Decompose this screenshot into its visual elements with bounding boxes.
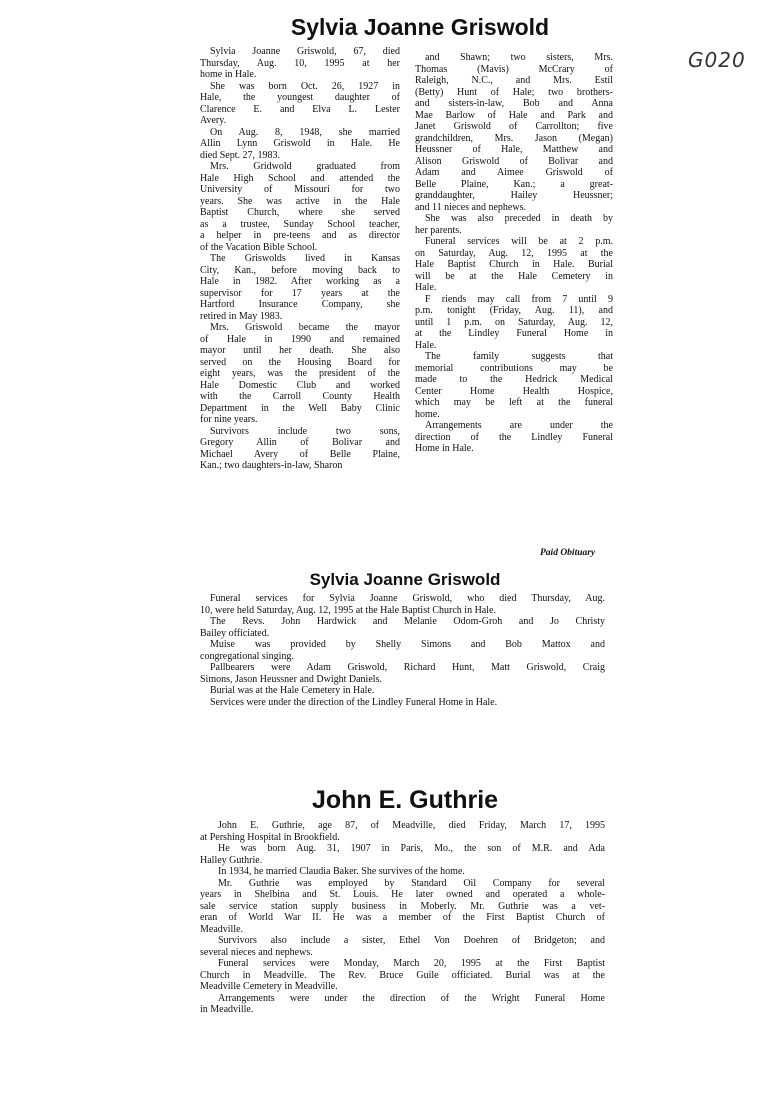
text-line: (Betty) Hunt of Hale; two brothers- <box>415 86 613 98</box>
text-line: Survivors include two sons, <box>210 425 400 437</box>
service-notice-title: Sylvia Joanne Griswold <box>309 570 501 589</box>
text-line: served on the Housing Board for <box>200 356 400 368</box>
text-line: at the Lindley Funeral Home in <box>415 328 613 339</box>
text-line: Funeral services will be at 2 p.m. <box>425 236 613 247</box>
text-line: Mrs. Griswold became the mayor <box>210 322 400 333</box>
text-line: her parents. <box>415 224 462 236</box>
text-line: for nine years. <box>200 414 258 425</box>
text-line: On Aug. 8, 1948, she married <box>210 126 400 138</box>
text-line: mayor until her death. She also <box>200 345 400 356</box>
text-line: Funeral services for Sylvia Joanne Griswold, who died Thursday, Aug. <box>210 593 605 604</box>
text-line: eran of World War II. He was a member of the First Baptist Church of <box>200 912 605 923</box>
text-line: Bailey officiated. <box>200 627 270 639</box>
text-line: supervisor for 17 years at the <box>200 287 400 299</box>
text-line: with the Carroll County Health <box>200 391 400 402</box>
text-line: Raleigh, N.C., and Mrs. Estil <box>415 75 613 86</box>
text-line: Heussner of Hale, Matthew and <box>415 144 613 155</box>
text-line: Janet Griswold of Carrollton; five <box>415 121 613 132</box>
text-line: Department in the Well Baby Clinic <box>200 402 400 414</box>
text-line: Muise was provided by Shelly Simons and Bob Mattox and <box>210 639 605 650</box>
text-line: Allin Lynn Griswold in Hale. He <box>200 138 400 149</box>
text-line: Avery. <box>200 115 227 126</box>
text-line: and Shawn; two sisters, Mrs. <box>425 52 613 63</box>
obituary-left-column <box>200 46 400 472</box>
text-line: Thursday, Aug. 10, 1995 at her <box>200 57 400 69</box>
text-line: will be at the Hale Cemetery in <box>415 270 613 282</box>
text-line: and sisters-in-law, Bob and Anna <box>415 98 613 109</box>
text-line: Hale High School and attended the <box>200 172 400 184</box>
text-line: home in Hale. <box>200 69 257 80</box>
text-line: years. She was active in the Hale <box>200 195 400 207</box>
text-line: of Hale in 1990 and remained <box>200 333 400 345</box>
text-line: City, Kan., before moving back to <box>200 264 400 276</box>
text-line: a helper in pre-teens and as director <box>200 230 400 241</box>
text-line: Survivors also include a sister, Ethel Von Doehren of Bridgeton; and <box>218 935 605 946</box>
text-line: Church in Meadville. The Rev. Bruce Guile officiated. Burial was at the <box>200 969 605 981</box>
text-line: Kan.; two daughters-in-law, Sharon <box>200 460 343 471</box>
text-line: Meadville. <box>200 923 244 935</box>
text-line: Home in Hale. <box>415 443 474 454</box>
text-line: Hale Baptist Church in Hale. Burial <box>415 259 613 270</box>
text-line: sale service station supply business in Moberly. Mr. Guthrie was a vet- <box>200 900 605 912</box>
paid-obituary-label: Paid Obituary <box>540 548 596 558</box>
text-line: p.m. tonight (Friday, Aug. 11), and <box>415 305 613 316</box>
text-line: Services were under the direction of the Lindley Funeral Home in Hale. <box>210 696 498 708</box>
text-line: Hale. <box>415 339 437 351</box>
text-line: Adam and Aimee Griswold of <box>415 167 613 178</box>
text-line: eight years, was the president of the <box>200 368 400 379</box>
text-line: Funeral services were Monday, March 20, 1995 at the First Baptist <box>218 958 605 969</box>
text-line: congregational singing. <box>200 650 294 662</box>
text-line: Hale, the youngest daughter of <box>200 92 400 103</box>
text-line: Hale. <box>415 282 437 293</box>
text-line: Burial was at the Hale Cemetery in Hale. <box>210 685 375 696</box>
text-line: Baptist Church, where she served <box>200 207 400 218</box>
text-line: University of Missouri for two <box>200 184 400 195</box>
text-line: Center Home Health Hospice, <box>415 385 613 397</box>
text-line: direction of the Lindley Funeral <box>415 431 613 443</box>
text-line: Michael Avery of Belle Plaine, <box>200 448 400 460</box>
text-line: Alison Griswold of Bolivar and <box>415 155 613 167</box>
text-line: memorial contributions may be <box>415 362 613 374</box>
obituary-title: Sylvia Joanne Griswold <box>290 14 550 40</box>
text-line: Clarence E. and Elva L. Lester <box>200 103 400 115</box>
text-line: F riends may call from 7 until 9 <box>425 293 613 305</box>
text-line: Sylvia Joanne Griswold, 67, died <box>210 46 400 57</box>
text-line: Arrangements are under the <box>425 420 613 431</box>
text-line: years in Shelbina and St. Louis. He later owned and operated a whole- <box>200 889 605 900</box>
text-line: In 1934, he married Claudia Baker. She survives of the home. <box>218 866 465 877</box>
text-line: Mr. Guthrie was employed by Standard Oil Company for several <box>218 877 605 889</box>
text-line: at Pershing Hospital in Brookfield. <box>200 831 340 843</box>
text-line: as a trustee, Sunday School teacher, <box>200 218 400 230</box>
text-line: The family suggests that <box>425 351 613 362</box>
service-notice-body <box>200 593 605 708</box>
text-line: and 11 nieces and nephews. <box>415 201 526 213</box>
text-line: She was born Oct. 26, 1927 in <box>210 80 400 92</box>
text-line: which may be left at the funeral <box>415 397 613 408</box>
text-line: of the Vacation Bible School. <box>200 241 318 253</box>
text-line: made to the Hedrick Medical <box>415 374 613 385</box>
text-line: Belle Plaine, Kan.; a great- <box>415 178 613 190</box>
text-line: granddaughter, Hailey Heussner; <box>415 190 613 201</box>
guthrie-obituary-body <box>200 820 605 1016</box>
text-line: Hale in 1982. After working as a <box>200 276 400 287</box>
text-line: Gregory Allin of Bolivar and <box>200 437 400 448</box>
obituary-right-column <box>415 52 613 455</box>
text-line: Hale Domestic Club and worked <box>200 379 400 391</box>
text-line: died Sept. 27, 1983. <box>200 149 280 161</box>
text-line: Hartford Insurance Company, she <box>200 299 400 310</box>
text-line: She was also preceded in death by <box>425 213 613 224</box>
text-line: The Revs. John Hardwick and Melanie Odom-Groh and Jo Christy <box>210 616 605 627</box>
text-line: home. <box>415 408 440 420</box>
text-line: The Griswolds lived in Kansas <box>210 253 400 264</box>
text-line: Mae Barlow of Hale and Park and <box>415 109 613 121</box>
obituary-title-guthrie: John E. Guthrie <box>311 786 499 814</box>
text-line: Thomas (Mavis) McCrary of <box>415 63 613 75</box>
text-line: Mrs. Gridwold graduated from <box>210 161 400 172</box>
text-line: 10, were held Saturday, Aug. 12, 1995 at the Hale Baptist Church in Hale. <box>200 604 496 616</box>
text-line: John E. Guthrie, age 87, of Meadville, died Friday, March 17, 1995 <box>218 820 605 831</box>
text-line: on Saturday, Aug. 12, 1995 at the <box>415 247 613 259</box>
text-line: several nieces and nephews. <box>200 946 313 958</box>
text-line: until 1 p.m. on Saturday, Aug. 12, <box>415 316 613 328</box>
text-line: Simons, Jason Heussner and Dwight Daniels. <box>200 673 382 685</box>
text-line: He was born Aug. 31, 1907 in Paris, Mo., the son of M.R. and Ada <box>218 843 605 854</box>
handwritten-code: G020 <box>688 48 746 72</box>
text-line: Meadville Cemetery in Meadville. <box>200 981 338 992</box>
text-line: in Meadville. <box>200 1004 254 1015</box>
text-line: Arrangements were under the direction of the Wright Funeral Home <box>218 992 605 1004</box>
text-line: Pallbearers were Adam Griswold, Richard Hunt, Matt Griswold, Craig <box>210 662 605 673</box>
text-line: Halley Guthrie. <box>200 854 263 866</box>
text-line: grandchildren, Mrs. Jason (Megan) <box>415 132 613 144</box>
text-line: retired in May 1983. <box>200 310 283 322</box>
